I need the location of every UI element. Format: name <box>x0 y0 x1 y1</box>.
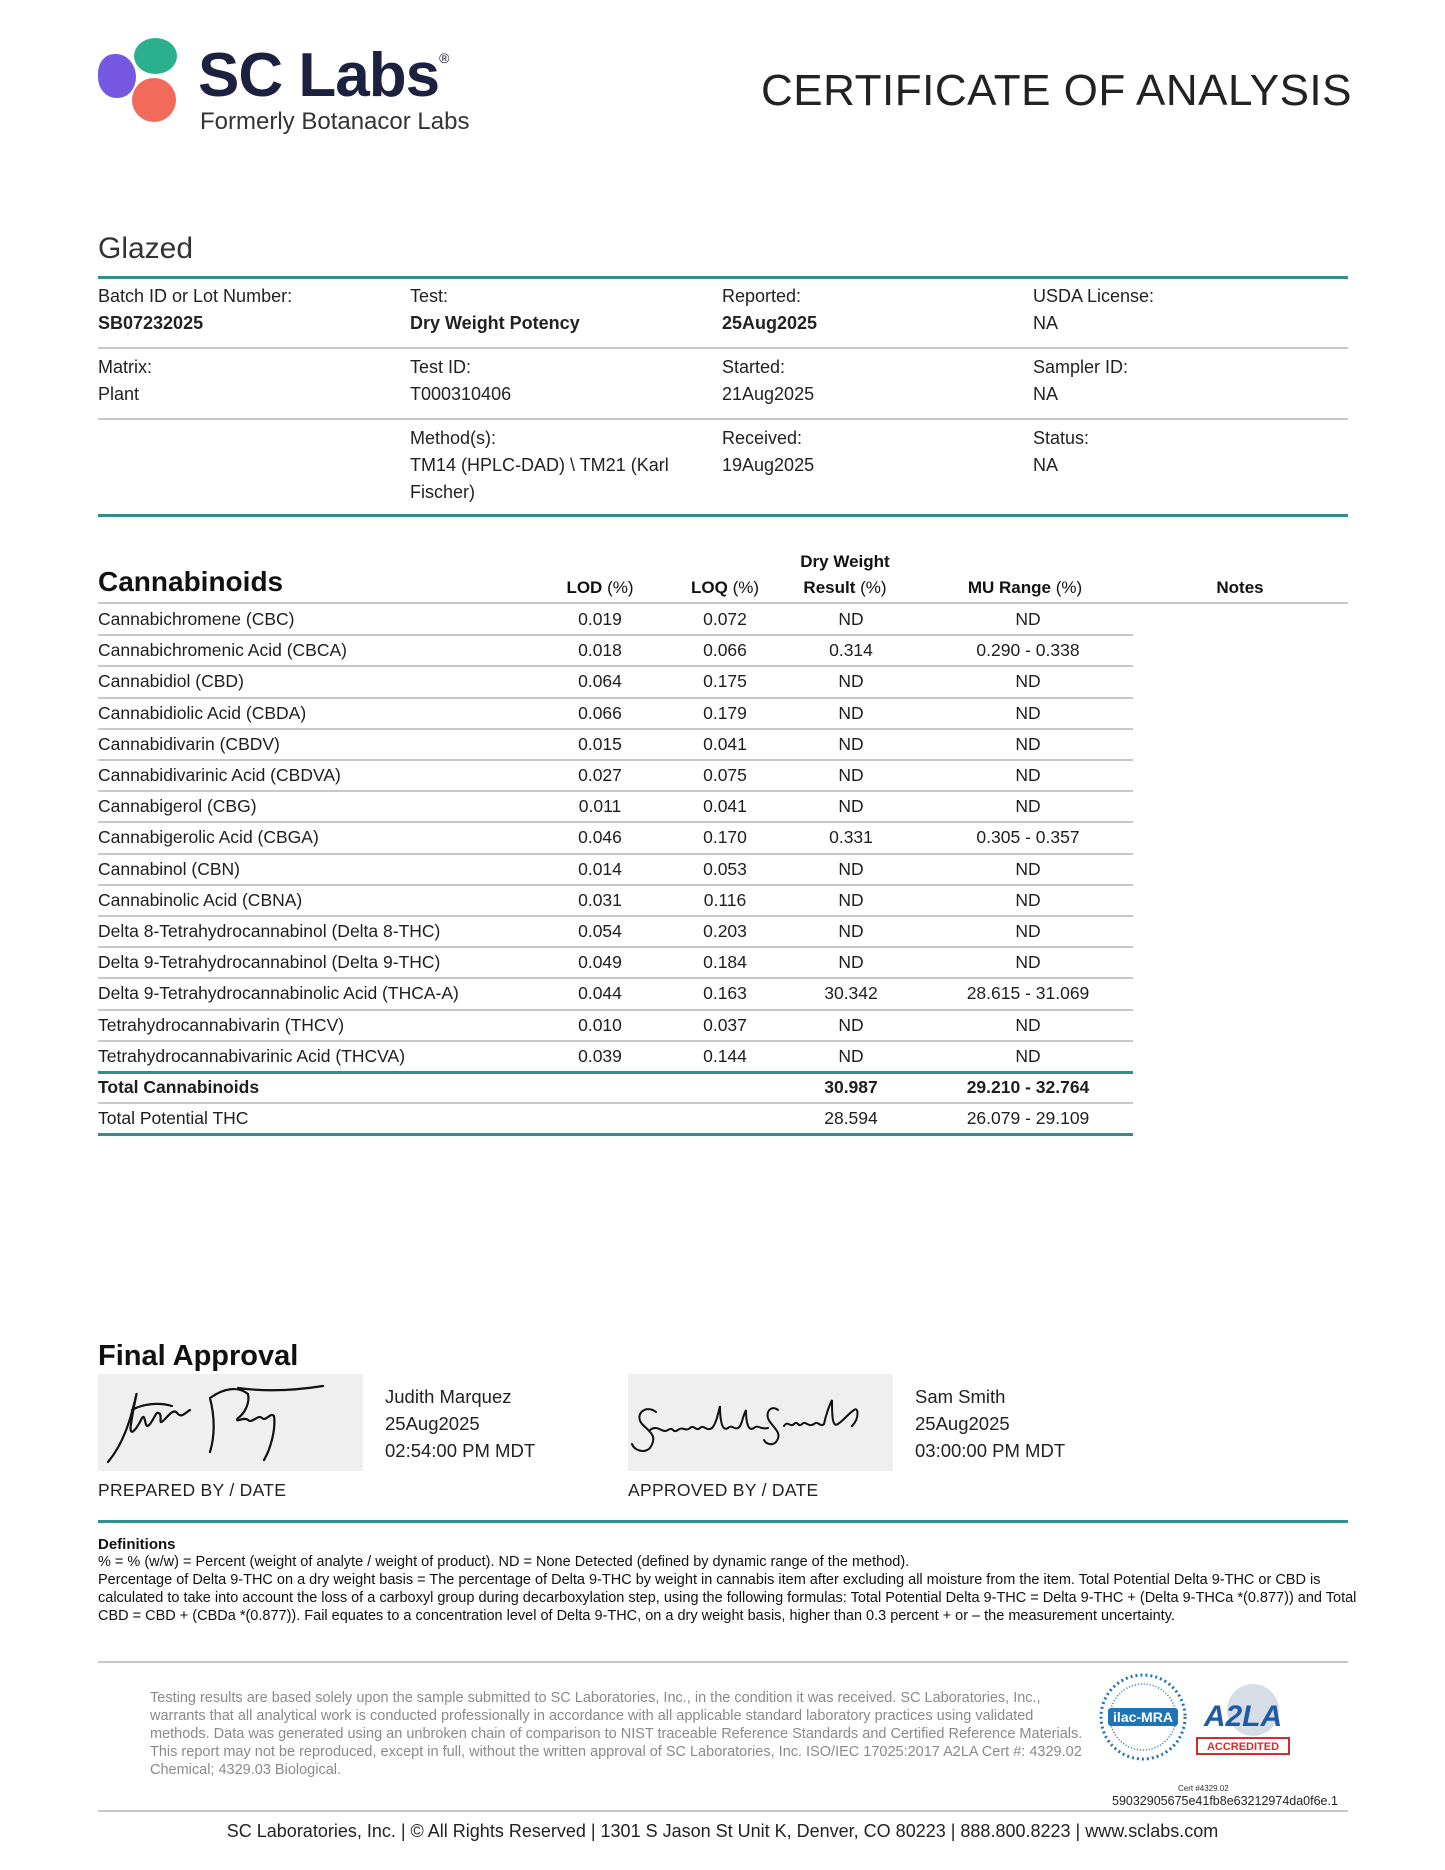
header-mu-unit: (%) <box>1055 578 1083 597</box>
approved-by-time: 03:00:00 PM MDT <box>915 1440 1066 1461</box>
table-row <box>98 1042 1133 1073</box>
product-name: Glazed <box>98 232 194 265</box>
mu-range-value: ND <box>1015 952 1041 973</box>
analyte-name: Cannabinolic Acid (CBNA) <box>98 889 303 910</box>
reported-value: 25Aug2025 <box>722 313 818 333</box>
header-lod-label: LOD <box>566 578 603 597</box>
prepared-by-details <box>385 1383 535 1464</box>
a2la-logo <box>1195 1680 1291 1760</box>
definitions-text <box>98 1553 1358 1625</box>
loq-value: 0.072 <box>703 609 747 629</box>
sampler-id <box>1033 354 1128 408</box>
table-row <box>98 699 1133 730</box>
cert-number: Cert #4329.02 <box>1178 1784 1229 1793</box>
test-id-label: Test ID: <box>410 357 472 377</box>
header-notes: Notes <box>1216 578 1264 597</box>
loq-value: 0.144 <box>703 1045 747 1066</box>
a2la-icon <box>1195 1680 1291 1760</box>
lod-value: 0.010 <box>578 1014 622 1035</box>
table-row <box>98 886 1133 917</box>
analyte-name: Cannabidivarin (CBDV) <box>98 733 280 754</box>
reported <box>722 283 817 337</box>
lod-value: 0.049 <box>578 952 622 973</box>
header-result-line2: Result <box>803 578 856 597</box>
header-loq <box>665 575 785 601</box>
loq-value: 0.037 <box>703 1014 747 1035</box>
loq-value: 0.175 <box>703 671 747 692</box>
loq-value: 0.075 <box>703 765 747 785</box>
status <box>1033 425 1089 479</box>
loq-value: 0.203 <box>703 921 747 941</box>
loq-value: 0.053 <box>703 858 747 879</box>
test <box>410 283 580 337</box>
analyte-name: Delta 9-Tetrahydrocannabinol (Delta 9-THC) <box>98 952 441 973</box>
mu-range-value: ND <box>1015 796 1041 817</box>
definition-dry-weight: Percentage of Delta 9-THC on a dry weight basis = The percentage of Delta 9-THC by weight in cannabis item after excluding all moisture from the item. Total Potential Delta 9-THC or CBD is calculated to take into account the loss of a carboxyl group during decarboxylation step, using the following formulas: Total Potential Delta 9-THC = Delta 9-THC + (Delta 9-THCa *(0.877)) and Total CBD = CBD + (CBDa *(0.877)). Fail equates to a concentration level of Delta 9-THC, on a dry weight basis, higher than 0.3 percent + or – the measurement uncertainty. <box>98 1572 1357 1624</box>
mu-range-value: ND <box>1015 609 1041 629</box>
brand-subtitle: Formerly Botanacor Labs <box>200 108 470 135</box>
methods <box>410 425 669 506</box>
lod-value: 0.044 <box>578 983 622 1004</box>
ilac-mra-label: ilac-MRA <box>1113 1709 1173 1725</box>
header-lod-unit: (%) <box>607 578 634 597</box>
table-row <box>98 792 1133 823</box>
loq-value: 0.184 <box>703 952 747 973</box>
lod-value: 0.066 <box>578 702 622 723</box>
header-lod <box>540 575 660 601</box>
table-row <box>98 636 1133 667</box>
analyte-name: Delta 9-Tetrahydrocannabinolic Acid (THCA-A) <box>98 983 459 1004</box>
footer-rule <box>98 1810 1348 1812</box>
batch-value: SB07232025 <box>98 313 204 333</box>
mu-range-value: ND <box>1015 1045 1041 1066</box>
prepared-signature-drawing <box>98 1374 363 1471</box>
matrix-value: Plant <box>98 384 140 404</box>
lod-value: 0.039 <box>578 1045 622 1066</box>
test-value: Dry Weight Potency <box>410 313 580 333</box>
analyte-name: Total Potential THC <box>98 1108 249 1129</box>
lod-value: 0.054 <box>578 921 622 941</box>
sampler-label: Sampler ID: <box>1033 357 1129 377</box>
lod-value: 0.018 <box>578 640 622 661</box>
cannabinoids-title: Cannabinoids <box>98 566 284 597</box>
sampler-value: NA <box>1033 384 1059 404</box>
mu-range-value: ND <box>1015 671 1041 692</box>
result-value: ND <box>838 671 864 692</box>
ilac-mra-logo <box>1098 1672 1188 1762</box>
received <box>722 425 814 479</box>
mu-range-value: 29.210 - 32.764 <box>966 1077 1090 1097</box>
prepared-by-name: Judith Marquez <box>385 1386 512 1407</box>
result-value: ND <box>838 609 864 629</box>
analyte-name: Cannabidiolic Acid (CBDA) <box>98 702 307 723</box>
mu-range-value: 0.305 - 0.357 <box>976 827 1080 848</box>
prepared-signature <box>98 1374 363 1471</box>
approved-signature <box>628 1374 893 1471</box>
brand-name: SC Labs® <box>198 41 449 110</box>
approved-by-date: 25Aug2025 <box>915 1413 1010 1434</box>
table-row <box>98 667 1133 698</box>
logo-coral-dot <box>132 78 176 122</box>
mu-range-value: ND <box>1015 858 1041 879</box>
result-value: ND <box>838 921 864 941</box>
lod-value: 0.046 <box>578 827 622 848</box>
analyte-name: Cannabigerol (CBG) <box>98 796 257 817</box>
approved-by-caption: APPROVED BY / DATE <box>628 1480 819 1500</box>
table-row <box>98 823 1133 854</box>
reported-label: Reported: <box>722 286 802 306</box>
received-label: Received: <box>722 428 803 448</box>
result-value: ND <box>838 733 864 754</box>
mu-range-value: 26.079 - 29.109 <box>966 1108 1090 1129</box>
result-value: ND <box>838 765 864 785</box>
lod-value: 0.014 <box>578 858 622 879</box>
loq-value: 0.163 <box>703 983 747 1004</box>
final-approval-title: Final Approval <box>98 1340 299 1372</box>
usda-value: NA <box>1033 313 1059 333</box>
prepared-by-time: 02:54:00 PM MDT <box>385 1440 536 1461</box>
header-result <box>775 549 915 601</box>
batch-label: Batch ID or Lot Number: <box>98 286 293 306</box>
table-header-rule <box>98 602 1348 604</box>
result-value: 30.987 <box>824 1077 878 1097</box>
analyte-name: Cannabichromene (CBC) <box>98 609 295 629</box>
result-value: 28.594 <box>824 1108 878 1129</box>
mu-range-value: ND <box>1015 765 1041 785</box>
analyte-name: Cannabidiol (CBD) <box>98 671 244 692</box>
analyte-name: Delta 8-Tetrahydrocannabinol (Delta 8-THC) <box>98 921 441 941</box>
prepared-by-date: 25Aug2025 <box>385 1413 480 1434</box>
matrix <box>98 354 152 408</box>
loq-value: 0.179 <box>703 702 747 723</box>
methods-value-line2: Fischer) <box>410 482 476 502</box>
result-value: ND <box>838 1045 864 1066</box>
matrix-label: Matrix: <box>98 357 152 377</box>
approved-signature-drawing <box>628 1374 893 1471</box>
table-row <box>98 605 1133 636</box>
approved-by-name: Sam Smith <box>915 1386 1006 1407</box>
mu-range-value: ND <box>1015 1014 1041 1035</box>
lod-value: 0.011 <box>578 796 622 817</box>
footer-text: SC Laboratories, Inc. | © All Rights Reserved | 1301 S Jason St Unit K, Denver, CO 80223 | 888.800.8223 | www.sclabs.com <box>226 1821 1219 1841</box>
loq-value: 0.116 <box>703 889 747 910</box>
result-value: ND <box>838 702 864 723</box>
header-result-unit: (%) <box>860 578 887 597</box>
document-hash: 59032905675e41fb8e63212974da0f6e.1 <box>1112 1794 1338 1808</box>
analyte-name: Total Cannabinoids <box>98 1077 260 1097</box>
lod-value: 0.031 <box>578 889 622 910</box>
started-label: Started: <box>722 357 786 377</box>
header-mu-range <box>940 575 1110 601</box>
analyte-name: Cannabichromenic Acid (CBCA) <box>98 640 347 661</box>
table-row <box>98 979 1133 1010</box>
received-value: 19Aug2025 <box>722 455 815 475</box>
analyte-name: Cannabigerolic Acid (CBGA) <box>98 827 319 848</box>
loq-value: 0.041 <box>703 796 747 817</box>
result-value: 0.331 <box>829 827 873 848</box>
logo-teal-dot <box>134 38 177 74</box>
table-row <box>98 1011 1133 1042</box>
document-title: CERTIFICATE OF ANALYSIS <box>761 66 1352 115</box>
mu-range-value: 28.615 - 31.069 <box>966 983 1090 1004</box>
definition-percent: % = % (w/w) = Percent (weight of analyte / weight of product). ND = None Detected (defined by dynamic range of the method). <box>98 1554 910 1570</box>
test-id-value: T000310406 <box>410 384 512 404</box>
analyte-name: Tetrahydrocannabivarin (THCV) <box>98 1014 345 1035</box>
table-row <box>98 761 1133 792</box>
test-id <box>410 354 511 408</box>
info-bottom-rule <box>98 514 1348 517</box>
result-value: 30.342 <box>824 983 878 1004</box>
table-row <box>98 730 1133 761</box>
usda-license <box>1033 283 1154 337</box>
definitions-bottom-rule <box>98 1661 1348 1663</box>
result-value: ND <box>838 1014 864 1035</box>
lod-value: 0.064 <box>578 671 622 692</box>
disclaimer-text: Testing results are based solely upon the sample submitted to SC Laboratories, Inc., in the condition it was received. SC Laboratories, Inc., warrants that all analytical work is conducted professionally in accordance with all applicable standard laboratory practices using validated methods. Data was generated using an unbroken chain of comparison to NIST traceable Reference Standards and Certified Reference Materials. This report may not be reproduced, except in full, without the written approval of SC Laboratories, Inc. ISO/IEC 17025:2017 A2LA Cert #: 4329.02 Chemical; 4329.03 Biological. <box>150 1690 1083 1778</box>
table-row <box>98 1104 1133 1135</box>
status-label: Status: <box>1033 428 1090 448</box>
table-row <box>98 855 1133 886</box>
started <box>722 354 814 408</box>
result-value: ND <box>838 889 864 910</box>
a2la-label: A2LA <box>1203 1700 1283 1733</box>
table-row <box>98 917 1133 948</box>
info-row-divider <box>98 418 1348 420</box>
analyte-name: Tetrahydrocannabivarinic Acid (THCVA) <box>98 1045 406 1066</box>
loq-value: 0.041 <box>703 733 747 754</box>
usda-label: USDA License: <box>1033 286 1155 306</box>
lod-value: 0.027 <box>578 765 622 785</box>
header-loq-unit: (%) <box>732 578 760 597</box>
brand-logo <box>98 36 478 136</box>
methods-value-line1: TM14 (HPLC-DAD) \ TM21 (Karl <box>410 455 669 475</box>
batch-id <box>98 283 292 337</box>
analyte-name: Cannabinol (CBN) <box>98 858 241 879</box>
header-loq-label: LOQ <box>690 578 728 597</box>
header-result-line1: Dry Weight <box>800 552 890 571</box>
approved-by-details <box>915 1383 1065 1464</box>
result-value: 0.314 <box>829 640 873 661</box>
analyte-name: Cannabidivarinic Acid (CBDVA) <box>98 765 341 785</box>
mu-range-value: ND <box>1015 733 1041 754</box>
loq-value: 0.066 <box>703 640 747 661</box>
result-value: ND <box>838 858 864 879</box>
table-row <box>98 1073 1133 1104</box>
mu-range-value: ND <box>1015 702 1041 723</box>
logo-purple-dot <box>98 54 136 98</box>
result-value: ND <box>838 796 864 817</box>
mu-range-value: ND <box>1015 889 1041 910</box>
lod-value: 0.019 <box>578 609 622 629</box>
info-row-divider <box>98 347 1348 349</box>
ilac-mra-icon <box>1098 1672 1188 1762</box>
started-value: 21Aug2025 <box>722 384 815 404</box>
definitions-title: Definitions <box>98 1536 176 1553</box>
mu-range-value: ND <box>1015 921 1041 941</box>
header-mu-label: MU Range <box>967 578 1051 597</box>
prepared-by-caption: PREPARED BY / DATE <box>98 1480 287 1500</box>
lod-value: 0.015 <box>578 733 622 754</box>
table-row-divider <box>98 1133 1133 1136</box>
status-value: NA <box>1033 455 1059 475</box>
mu-range-value: 0.290 - 0.338 <box>976 640 1080 661</box>
definitions-top-rule <box>98 1520 1348 1523</box>
test-label: Test: <box>410 286 449 306</box>
result-value: ND <box>838 952 864 973</box>
methods-label: Method(s): <box>410 428 497 448</box>
table-row <box>98 948 1133 979</box>
loq-value: 0.170 <box>703 827 747 848</box>
accredited-label: ACCREDITED <box>1206 1741 1280 1753</box>
info-top-rule <box>98 276 1348 279</box>
